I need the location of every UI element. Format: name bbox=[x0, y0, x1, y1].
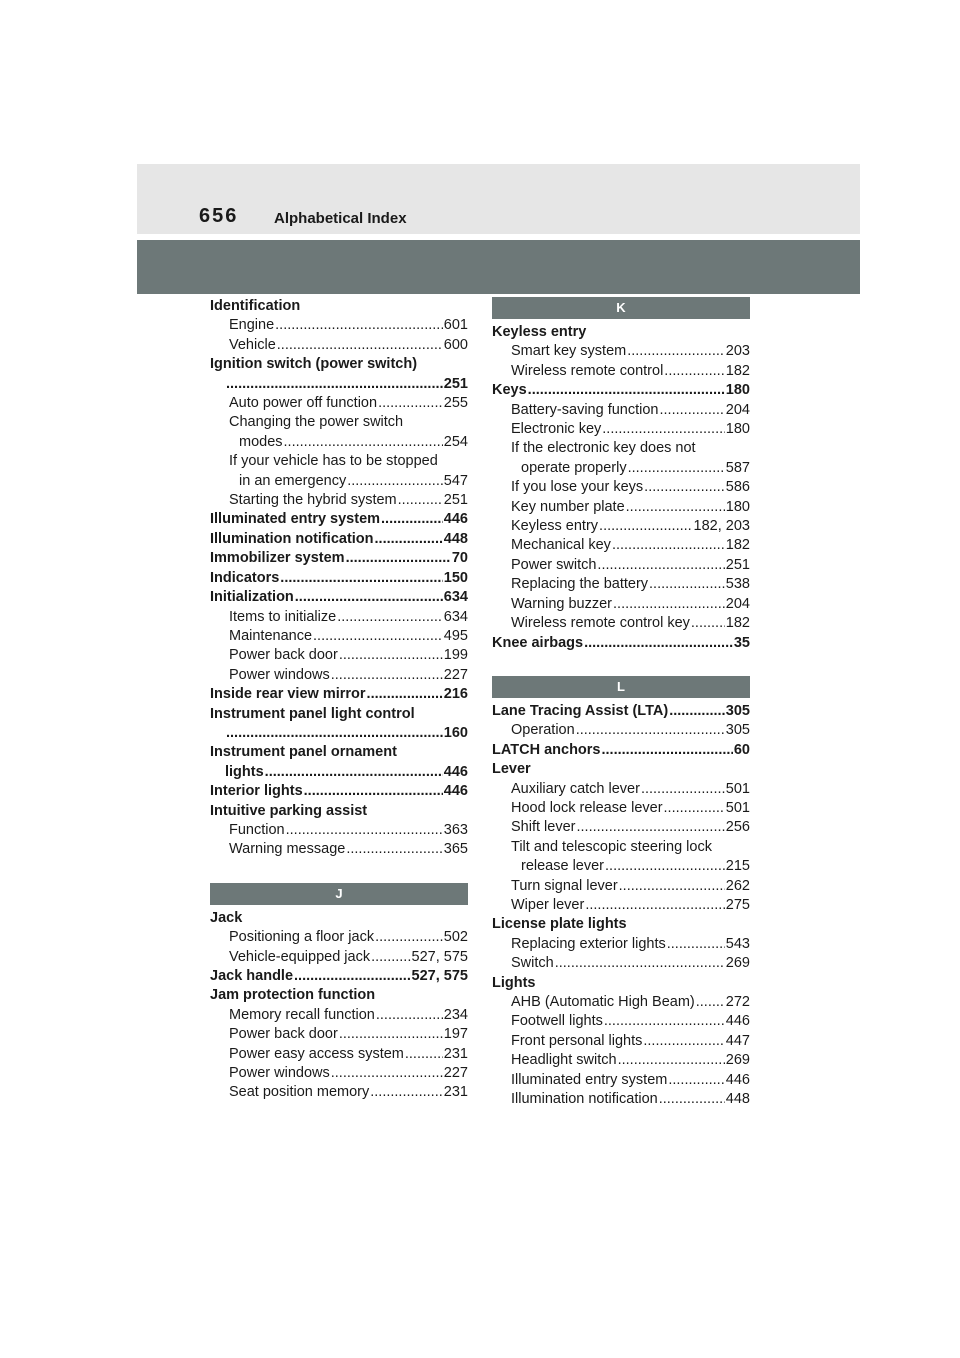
index-entry bbox=[210, 549, 468, 568]
index-entry bbox=[210, 967, 468, 986]
entry-text: Replacing exterior lights bbox=[511, 935, 666, 952]
index-entry bbox=[210, 743, 468, 762]
page-reference: 587 bbox=[725, 459, 750, 476]
page-reference: 204 bbox=[725, 401, 750, 418]
entry-text: Footwell lights bbox=[511, 1013, 603, 1030]
index-entry bbox=[210, 530, 468, 549]
dot-leader bbox=[668, 1071, 724, 1090]
dot-leader bbox=[367, 685, 443, 704]
entry-text: Instrument panel light control bbox=[210, 705, 415, 722]
dot-leader bbox=[605, 857, 725, 876]
dot-leader bbox=[619, 877, 725, 896]
entry-text: Turn signal lever bbox=[511, 877, 618, 894]
dot-leader bbox=[295, 588, 443, 607]
entry-text: Keyless entry bbox=[492, 324, 587, 340]
page-reference: 448 bbox=[725, 1091, 750, 1108]
index-subentry bbox=[492, 1051, 750, 1070]
index-subentry bbox=[210, 666, 468, 685]
entry-text: Tilt and telescopic steering lock bbox=[511, 838, 712, 855]
index-subentry bbox=[210, 394, 468, 413]
page-number: 656 bbox=[199, 205, 239, 227]
index-subentry bbox=[492, 857, 750, 876]
index-column-right bbox=[492, 297, 750, 1109]
index-entry bbox=[492, 323, 750, 342]
index-entry bbox=[210, 705, 468, 724]
page-reference: 502 bbox=[443, 929, 468, 946]
index-subentry bbox=[210, 1006, 468, 1025]
dot-leader bbox=[576, 818, 724, 837]
entry-text: Operation bbox=[511, 722, 575, 739]
index-subentry bbox=[492, 1012, 750, 1031]
page-reference: 600 bbox=[443, 336, 468, 353]
page-reference: 275 bbox=[725, 896, 750, 913]
dot-leader bbox=[331, 666, 443, 685]
page-reference: 215 bbox=[725, 858, 750, 875]
index-entry bbox=[210, 375, 468, 394]
entry-text: Lever bbox=[492, 761, 531, 778]
page-reference: 527, 575 bbox=[411, 948, 468, 965]
index-subentry bbox=[492, 780, 750, 799]
entry-text: Inside rear view mirror bbox=[210, 686, 366, 703]
entry-text: Power switch bbox=[511, 556, 597, 573]
dot-leader bbox=[576, 721, 725, 740]
index-subentry bbox=[492, 1032, 750, 1051]
entry-text: Replacing the battery bbox=[511, 576, 649, 593]
entry-text: Jam protection function bbox=[210, 987, 376, 1004]
entry-text: Shift lever bbox=[511, 819, 576, 836]
section-letter-bar: K bbox=[492, 297, 750, 319]
entry-text: Initialization bbox=[210, 589, 294, 606]
page-reference: 182 bbox=[725, 615, 750, 632]
page-reference: 365 bbox=[443, 841, 468, 858]
entry-text: operate properly bbox=[521, 459, 627, 476]
dot-leader bbox=[378, 394, 443, 413]
dot-leader bbox=[664, 799, 725, 818]
page-reference: 255 bbox=[443, 395, 468, 412]
dot-leader bbox=[304, 782, 443, 801]
index-subentry bbox=[492, 595, 750, 614]
page-reference: 256 bbox=[725, 819, 750, 836]
dot-leader bbox=[346, 549, 451, 568]
dot-leader bbox=[381, 510, 443, 529]
index-subentry bbox=[492, 877, 750, 896]
dot-leader bbox=[375, 530, 443, 549]
page-reference: 447 bbox=[725, 1032, 750, 1049]
index-entry bbox=[492, 974, 750, 993]
page-reference: 227 bbox=[443, 1065, 468, 1082]
index-subentry bbox=[210, 1083, 468, 1102]
entry-text: Warning message bbox=[229, 841, 346, 858]
index-entry bbox=[492, 760, 750, 779]
page-reference: 269 bbox=[725, 955, 750, 972]
page-reference: 538 bbox=[725, 576, 750, 593]
dot-leader bbox=[597, 556, 724, 575]
dot-leader bbox=[346, 840, 442, 859]
entry-text: Electronic key bbox=[511, 421, 602, 438]
dot-leader bbox=[265, 763, 443, 782]
page-reference: 180 bbox=[725, 382, 750, 399]
entry-text: Knee airbags bbox=[492, 634, 584, 651]
page-reference: 160 bbox=[443, 724, 468, 741]
dot-leader bbox=[226, 724, 443, 743]
page-reference: 216 bbox=[443, 686, 468, 703]
entry-text: Starting the hybrid system bbox=[229, 492, 397, 509]
entry-text: Vehicle bbox=[229, 336, 276, 353]
entry-text: Power windows bbox=[229, 666, 330, 683]
index-entry bbox=[210, 909, 468, 928]
page-reference: 227 bbox=[443, 666, 468, 683]
index-subentry bbox=[492, 401, 750, 420]
index-subentry bbox=[210, 608, 468, 627]
dot-leader bbox=[294, 967, 411, 986]
index-subentry bbox=[492, 935, 750, 954]
dot-leader bbox=[405, 1045, 443, 1064]
entry-text: Wiper lever bbox=[511, 896, 585, 913]
dot-leader bbox=[275, 316, 443, 335]
entry-text: If your vehicle has to be stopped bbox=[229, 453, 438, 470]
dot-leader bbox=[604, 1012, 725, 1031]
dot-leader bbox=[331, 1064, 443, 1083]
dot-leader bbox=[226, 375, 443, 394]
entry-text: Memory recall function bbox=[229, 1006, 375, 1023]
index-subentry bbox=[492, 556, 750, 575]
index-entry bbox=[210, 763, 468, 782]
entry-text: Battery-saving function bbox=[511, 401, 659, 418]
entry-text: Illumination notification bbox=[511, 1091, 658, 1108]
page-reference: 150 bbox=[443, 569, 468, 586]
entry-text: Illuminated entry system bbox=[210, 511, 381, 528]
page-reference: 204 bbox=[725, 595, 750, 612]
index-entry bbox=[210, 297, 468, 316]
index-subentry bbox=[210, 627, 468, 646]
index-subentry bbox=[210, 1025, 468, 1044]
dot-leader bbox=[664, 362, 725, 381]
entry-text: If you lose your keys bbox=[511, 479, 644, 496]
index-subentry bbox=[492, 478, 750, 497]
page-reference: 60 bbox=[733, 741, 750, 758]
dot-leader bbox=[641, 780, 725, 799]
entry-text: Auto power off function bbox=[229, 395, 378, 412]
dot-leader bbox=[371, 948, 410, 967]
section-gap bbox=[210, 860, 468, 883]
page-reference: 448 bbox=[443, 530, 468, 547]
entry-text: Mechanical key bbox=[511, 537, 611, 554]
page-reference: 199 bbox=[443, 647, 468, 664]
page-reference: 203 bbox=[725, 343, 750, 360]
entry-text: Identification bbox=[210, 298, 301, 314]
page-reference: 180 bbox=[725, 421, 750, 438]
page-title: Alphabetical Index bbox=[274, 210, 407, 227]
dot-leader bbox=[669, 702, 725, 721]
entry-text: Engine bbox=[229, 317, 275, 334]
page-reference: 446 bbox=[443, 763, 468, 780]
dot-leader bbox=[398, 491, 443, 510]
page-reference: 234 bbox=[443, 1006, 468, 1023]
page-reference: 251 bbox=[725, 556, 750, 573]
index-subentry bbox=[492, 818, 750, 837]
entry-text: Seat position memory bbox=[229, 1084, 370, 1101]
page-reference: 254 bbox=[443, 433, 468, 450]
dot-leader bbox=[613, 595, 725, 614]
entry-text: Warning buzzer bbox=[511, 595, 613, 612]
entry-text: Instrument panel ornament bbox=[210, 744, 397, 761]
entry-text: Indicators bbox=[210, 569, 280, 586]
entry-text: Items to initialize bbox=[229, 608, 337, 625]
entry-text: Illuminated entry system bbox=[511, 1071, 668, 1088]
entry-text: lights bbox=[225, 763, 264, 780]
index-subentry bbox=[210, 948, 468, 967]
page-reference: 231 bbox=[443, 1045, 468, 1062]
page-reference: 182 bbox=[725, 362, 750, 379]
index-entry bbox=[210, 685, 468, 704]
entry-text: release lever bbox=[521, 858, 605, 875]
index-entry bbox=[492, 702, 750, 721]
page-reference: 35 bbox=[733, 634, 750, 651]
entry-text: Headlight switch bbox=[511, 1052, 617, 1069]
page-reference: 182, 203 bbox=[693, 518, 750, 535]
index-subentry bbox=[492, 342, 750, 361]
index-subentry bbox=[492, 420, 750, 439]
entry-text: Intuitive parking assist bbox=[210, 802, 368, 819]
index-entry bbox=[210, 782, 468, 801]
entry-text: Maintenance bbox=[229, 627, 313, 644]
dot-leader bbox=[375, 928, 443, 947]
dot-leader bbox=[555, 954, 725, 973]
page-reference: 363 bbox=[443, 821, 468, 838]
page-reference: 305 bbox=[725, 702, 750, 719]
page-reference: 231 bbox=[443, 1084, 468, 1101]
page-reference: 272 bbox=[725, 994, 750, 1010]
header-band bbox=[137, 164, 860, 234]
dot-leader bbox=[627, 342, 725, 361]
page-reference: 305 bbox=[725, 722, 750, 739]
entry-text: in an emergency bbox=[239, 472, 347, 489]
entry-text: License plate lights bbox=[492, 916, 627, 933]
index-entry bbox=[210, 588, 468, 607]
entry-text: Jack handle bbox=[210, 968, 294, 984]
dot-leader bbox=[628, 459, 725, 478]
dot-leader bbox=[599, 517, 693, 536]
index-subentry bbox=[492, 993, 750, 1012]
index-subentry bbox=[492, 517, 750, 536]
entry-text: Wireless remote control key bbox=[511, 615, 690, 632]
index-subentry bbox=[492, 498, 750, 517]
entry-text: Illumination notification bbox=[210, 530, 374, 547]
index-entry bbox=[210, 569, 468, 588]
page-reference: 70 bbox=[451, 550, 468, 567]
dot-leader bbox=[286, 821, 443, 840]
entry-text: If the electronic key does not bbox=[511, 440, 696, 457]
dot-leader bbox=[659, 1090, 725, 1109]
index-subentry bbox=[210, 1045, 468, 1064]
section-gap bbox=[492, 653, 750, 676]
page-reference: 251 bbox=[443, 492, 468, 509]
index-subentry bbox=[210, 316, 468, 335]
dot-leader bbox=[612, 536, 725, 555]
index-subentry bbox=[210, 840, 468, 859]
dot-leader bbox=[584, 634, 733, 653]
dot-leader bbox=[660, 401, 725, 420]
dot-leader bbox=[643, 1032, 724, 1051]
dot-leader bbox=[280, 569, 443, 588]
page-reference: 262 bbox=[725, 877, 750, 894]
dot-leader bbox=[644, 478, 725, 497]
index-subentry bbox=[492, 1090, 750, 1109]
index-subentry bbox=[492, 896, 750, 915]
entry-text: Function bbox=[229, 821, 285, 838]
index-entry bbox=[210, 355, 468, 374]
index-entry bbox=[492, 741, 750, 760]
entry-text: Keyless entry bbox=[511, 518, 599, 535]
dot-leader bbox=[618, 1051, 725, 1070]
page-reference: 547 bbox=[443, 472, 468, 489]
page-reference: 634 bbox=[443, 589, 468, 606]
index-subentry bbox=[492, 721, 750, 740]
entry-text: Immobilizer system bbox=[210, 550, 345, 567]
entry-text: Hood lock release lever bbox=[511, 799, 663, 816]
entry-text: Wireless remote control bbox=[511, 362, 664, 379]
index-entry bbox=[210, 724, 468, 743]
index-entry bbox=[492, 915, 750, 934]
page-reference: 501 bbox=[725, 780, 750, 797]
index-subentry bbox=[492, 954, 750, 973]
dot-leader bbox=[339, 646, 443, 665]
dot-leader bbox=[284, 433, 443, 452]
index-entry bbox=[210, 986, 468, 1005]
index-column-left bbox=[210, 297, 468, 1103]
index-subentry bbox=[210, 821, 468, 840]
page-reference: 586 bbox=[725, 479, 750, 496]
dot-leader bbox=[602, 741, 733, 760]
page-reference: 180 bbox=[725, 498, 750, 515]
index-entry bbox=[492, 634, 750, 653]
index-subentry bbox=[492, 1071, 750, 1090]
index-subentry bbox=[210, 928, 468, 947]
entry-text: Jack bbox=[210, 909, 243, 926]
entry-text: Lights bbox=[492, 974, 536, 991]
entry-text: modes bbox=[239, 433, 283, 450]
page-reference: 543 bbox=[725, 935, 750, 952]
dot-leader bbox=[347, 472, 443, 491]
page-reference: 197 bbox=[443, 1026, 468, 1043]
index-entry bbox=[210, 510, 468, 529]
index-subentry bbox=[210, 452, 468, 471]
section-letter-bar: L bbox=[492, 676, 750, 698]
dot-leader bbox=[602, 420, 725, 439]
page-reference: 446 bbox=[725, 1071, 750, 1088]
header-bar bbox=[137, 240, 860, 294]
index-subentry bbox=[210, 413, 468, 432]
index-subentry bbox=[492, 799, 750, 818]
index-subentry bbox=[492, 614, 750, 633]
entry-text: Changing the power switch bbox=[229, 414, 404, 431]
entry-text: Positioning a floor jack bbox=[229, 929, 375, 946]
page-reference: 251 bbox=[443, 375, 468, 392]
page-reference: 601 bbox=[443, 317, 468, 334]
entry-text: Vehicle-equipped jack bbox=[229, 948, 371, 965]
dot-leader bbox=[528, 381, 725, 400]
index-entry bbox=[492, 381, 750, 400]
dot-leader bbox=[626, 498, 725, 517]
index-subentry bbox=[492, 575, 750, 594]
entry-text: Power back door bbox=[229, 647, 338, 664]
dot-leader bbox=[585, 896, 724, 915]
index-subentry bbox=[492, 838, 750, 857]
entry-text: Ignition switch (power switch) bbox=[210, 356, 418, 373]
index-subentry bbox=[210, 491, 468, 510]
page-reference: 501 bbox=[725, 799, 750, 816]
index-entry bbox=[210, 802, 468, 821]
index-subentry bbox=[492, 536, 750, 555]
entry-text: Key number plate bbox=[511, 498, 625, 515]
page-reference: 446 bbox=[725, 1013, 750, 1030]
index-subentry bbox=[492, 439, 750, 458]
dot-leader bbox=[691, 614, 725, 633]
index-subentry bbox=[210, 336, 468, 355]
index-subentry bbox=[492, 362, 750, 381]
section-letter-bar: J bbox=[210, 883, 468, 905]
entry-text: Auxiliary catch lever bbox=[511, 780, 640, 797]
page-reference: 446 bbox=[443, 783, 468, 800]
entry-text: Front personal lights bbox=[511, 1032, 643, 1049]
entry-text: Switch bbox=[511, 955, 554, 972]
index-subentry bbox=[210, 646, 468, 665]
page-reference: 527, 575 bbox=[411, 968, 468, 984]
entry-text: Power back door bbox=[229, 1026, 338, 1043]
dot-leader bbox=[696, 993, 725, 1012]
entry-text: Lane Tracing Assist (LTA) bbox=[492, 702, 669, 719]
dot-leader bbox=[376, 1006, 443, 1025]
page-reference: 182 bbox=[725, 537, 750, 554]
page-reference: 634 bbox=[443, 608, 468, 625]
dot-leader bbox=[313, 627, 443, 646]
entry-text: LATCH anchors bbox=[492, 741, 601, 758]
entry-text: Power easy access system bbox=[229, 1045, 404, 1062]
dot-leader bbox=[277, 336, 443, 355]
dot-leader bbox=[649, 575, 725, 594]
page-reference: 269 bbox=[725, 1052, 750, 1069]
dot-leader bbox=[339, 1025, 443, 1044]
entry-text: Smart key system bbox=[511, 343, 627, 360]
page-reference: 446 bbox=[443, 511, 468, 528]
index-subentry bbox=[210, 1064, 468, 1083]
page-reference: 495 bbox=[443, 627, 468, 644]
index-subentry bbox=[210, 433, 468, 452]
dot-leader bbox=[667, 935, 725, 954]
entry-text: AHB (Automatic High Beam) bbox=[511, 994, 695, 1010]
index-subentry bbox=[492, 459, 750, 478]
index-subentry bbox=[210, 472, 468, 491]
entry-text: Power windows bbox=[229, 1065, 330, 1082]
entry-text: Keys bbox=[492, 382, 527, 399]
dot-leader bbox=[337, 608, 443, 627]
dot-leader bbox=[370, 1083, 443, 1102]
entry-text: Interior lights bbox=[210, 783, 303, 800]
